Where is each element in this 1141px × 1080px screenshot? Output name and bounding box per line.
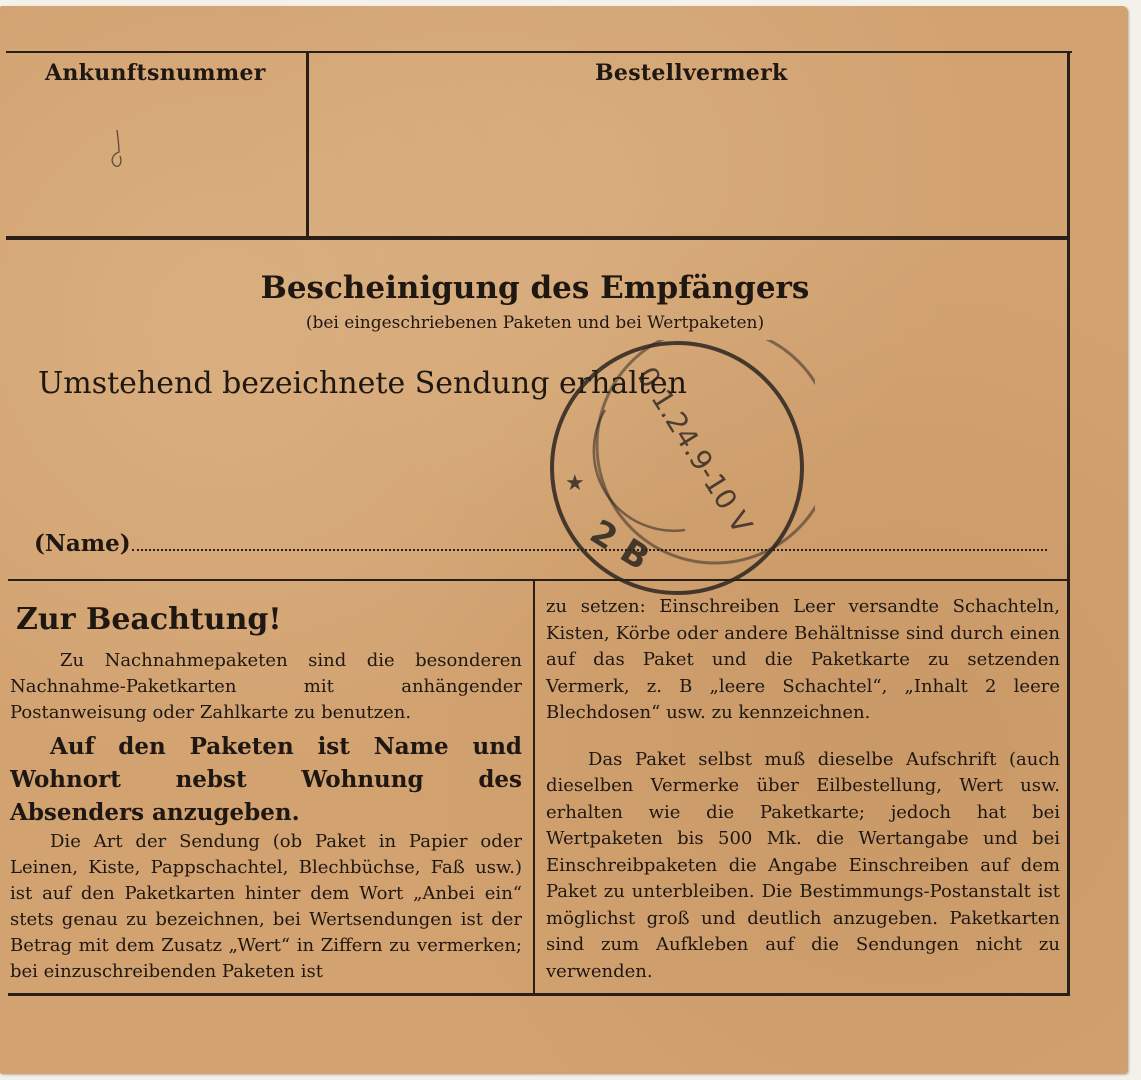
notice-right-paragraph-1: zu setzen: Einschreiben Leer versandte Schachteln, Kisten, Körbe oder andere Behältnisse sind durch einen auf das Paket und die Paketkarte zu setzenden Vermerk, z. B „leere Schachtel“, „Inhalt 2 leere Blechdosen“ usw. zu kennzeichnen. — [546, 596, 1060, 723]
notice-right-column — [546, 594, 1060, 985]
certificate-title: Bescheinigung des Empfängers — [260, 270, 810, 306]
certificate-subtitle: (bei eingeschriebenen Paketen und bei Wertpaketen) — [305, 313, 765, 333]
top-divider-line — [6, 236, 1070, 240]
top-vertical-divider — [306, 51, 309, 238]
name-label: (Name) — [34, 530, 131, 557]
postmark-code: 2 B — [582, 512, 657, 579]
notice-right-paragraph-2: Das Paket selbst muß dieselbe Aufschrift (auch dieselben Vermerke über Eilbestellung, Wert usw. erhalten wie die Paketkarte; jedoch hat bei Wertpaketen bis 500 Mk. die Wertangabe und bei Einschreibpaketen die Angabe Einschreiben auf dem Paket zu unterbleiben. Die Bestimmungs-Postanstalt ist möglichst groß und deutlich anzugeben. Paketkarten sind zum Aufkleben auf die Sendungen nicht zu verwenden. — [546, 748, 1060, 982]
received-statement: Umstehend bezeichnete Sendung erhalten — [38, 366, 687, 401]
middle-divider-line — [8, 579, 1069, 581]
postmark-date: 0 1.24.9-10 V — [630, 360, 759, 540]
top-border-line — [6, 51, 1072, 53]
notice-left-paragraph-2: Auf den Paketen ist Name und Wohnort nebst Wohnung des Absenders anzugeben. — [10, 733, 522, 826]
notice-left-paragraph-3: Die Art der Sendung (ob Paket in Papier oder Leinen, Kiste, Pappschachtel, Blechbüchse, Faß usw.) ist auf den Paketkarten hinter dem Wort „Anbei ein“ stets genau zu bezeichnen, bei Wertsendungen ist der Betrag mit dem Zusatz „Wert“ in Ziffern zu vermerken; bei einzuschreibenden Paketen ist — [10, 831, 522, 982]
notice-left-column — [10, 648, 522, 985]
notice-left-paragraph-1: Zu Nachnahmepaketen sind die besonderen Nachnahme-Paketkarten mit anhängender Postanweisung oder Zahlkarte zu benutzen. — [10, 650, 522, 723]
bottom-border-line — [8, 993, 1069, 996]
order-note-label: Bestellvermerk — [595, 60, 788, 86]
right-border-line — [1067, 51, 1070, 996]
svg-text:★: ★ — [565, 471, 585, 496]
postmark-stamp — [545, 340, 815, 600]
arrival-number-label: Ankunftsnummer — [45, 60, 266, 86]
handwritten-mark — [107, 128, 129, 172]
notice-column-divider — [533, 581, 535, 995]
notice-heading: Zur Beachtung! — [16, 602, 282, 637]
